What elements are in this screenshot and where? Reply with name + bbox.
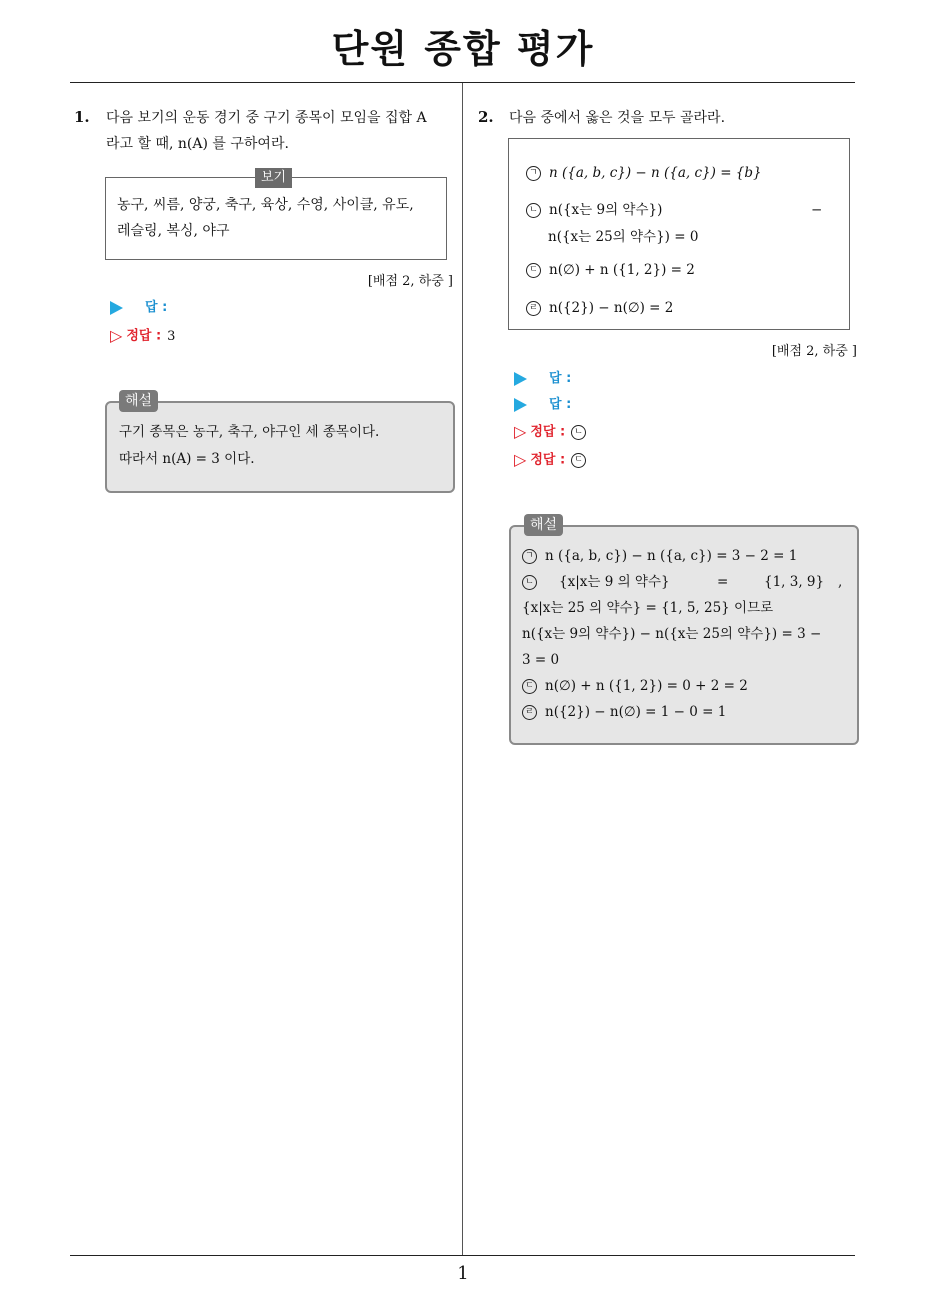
choice-1-mark: ㄱ — [526, 166, 541, 181]
solution-2-mark-6: ㄷ — [522, 679, 537, 694]
solution-2-line-5: 3 = 0 — [522, 652, 560, 668]
choice-1 — [526, 163, 762, 183]
correct-label: 정답 : — [530, 452, 566, 468]
choice-4-mark: ㄹ — [526, 301, 541, 316]
choice-2-text-b: n({x는 25의 약수}) = 0 — [548, 229, 699, 245]
solution-2-line-6 — [522, 673, 748, 699]
correct-value: 3 — [167, 328, 176, 344]
bogi-label: 보기 — [255, 168, 292, 188]
correct-label: 정답 : — [126, 328, 162, 344]
page-title: 단원 종합 평가 — [331, 27, 595, 71]
question-2-points: [배점 2, 하중 ] — [771, 344, 857, 359]
correct-value-2: ㄷ — [571, 453, 586, 468]
answer-arrow-icon — [514, 372, 527, 386]
solution-2-line-2a: {x|x는 9 의 약수} — [559, 574, 670, 590]
choice-3-mark: ㄷ — [526, 263, 541, 278]
correct-arrow-icon: ▷ — [514, 450, 527, 469]
solution-1-line-2: 따라서 n(A) = 3 이다. — [119, 451, 255, 467]
solution-2-line-1-text: n ({a, b, c}) − n ({a, c}) = 3 − 2 = 1 — [545, 548, 798, 564]
question-2-correct-row-1 — [514, 422, 594, 442]
solution-2-line-1 — [522, 543, 797, 569]
question-2-answer-row-1 — [514, 369, 571, 389]
bogi-line-1: 농구, 씨름, 양궁, 축구, 육상, 수영, 사이클, 유도, — [117, 197, 414, 213]
answer-arrow-icon — [514, 398, 527, 412]
question-1-number: 1. — [74, 108, 90, 126]
answer-arrow-icon — [110, 301, 123, 315]
question-2-text: 다음 중에서 옳은 것을 모두 골라라. — [509, 110, 726, 126]
question-1-answer-row — [110, 298, 167, 318]
solution-1-line-1: 구기 종목은 농구, 축구, 야구인 세 종목이다. — [119, 424, 380, 440]
solution-label-2: 해설 — [524, 514, 563, 536]
choice-3-text: n(∅) + n ({1, 2}) = 2 — [549, 262, 695, 278]
choice-2-text-a: n({x는 9의 약수}) — [549, 202, 663, 218]
solution-2-line-6-text: n(∅) + n ({1, 2}) = 0 + 2 = 2 — [545, 678, 748, 694]
question-1-text-line1: 다음 보기의 운동 경기 중 구기 종목이 모임을 집합 A — [106, 110, 427, 126]
answer-label: 답 : — [145, 300, 168, 315]
choice-1-text: n ({a, b, c}) − n ({a, c}) = {b} — [549, 165, 762, 181]
correct-value-1: ㄴ — [571, 425, 586, 440]
correct-label: 정답 : — [530, 424, 566, 440]
question-1-points: [배점 2, 하중 ] — [367, 274, 453, 289]
solution-2-line-2 — [522, 569, 670, 595]
footer-rule — [70, 1255, 855, 1256]
question-1-text-line2: 라고 할 때, n(A) 를 구하여라. — [106, 136, 289, 152]
question-2-answer-row-2 — [514, 395, 571, 415]
question-1-correct-row — [110, 326, 175, 346]
answer-label: 답 : — [549, 397, 572, 412]
choice-2-mark: ㄴ — [526, 203, 541, 218]
solution-2-line-3: {x|x는 25 의 약수} = {1, 5, 25} 이므로 — [522, 600, 774, 616]
solution-2-line-2-comma: , — [838, 574, 843, 590]
page-number: 1 — [457, 1263, 469, 1284]
choice-2 — [526, 200, 662, 220]
choice-4-text: n({2}) − n(∅) = 2 — [549, 300, 674, 316]
solution-label-1: 해설 — [119, 390, 158, 412]
solution-2-line-7 — [522, 699, 726, 725]
answer-label: 답 : — [549, 371, 572, 386]
question-2-number: 2. — [478, 108, 494, 126]
choice-4 — [526, 298, 673, 318]
solution-2-line-2-eq: = — [717, 574, 729, 590]
choice-2-minus: − — [811, 202, 823, 218]
choice-3 — [526, 260, 695, 280]
solution-2-line-4: n({x는 9의 약수}) − n({x는 25의 약수}) = 3 − — [522, 626, 822, 642]
question-2-correct-row-2 — [514, 450, 594, 470]
correct-arrow-icon: ▷ — [110, 326, 123, 345]
correct-arrow-icon: ▷ — [514, 422, 527, 441]
solution-2-line-2b: {1, 3, 9} — [764, 574, 825, 590]
solution-2-mark-1: ㄱ — [522, 549, 537, 564]
solution-2-line-7-text: n({2}) − n(∅) = 1 − 0 = 1 — [545, 704, 727, 720]
bogi-line-2: 레슬링, 복싱, 야구 — [117, 223, 230, 239]
solution-2-mark-7: ㄹ — [522, 705, 537, 720]
solution-2-mark-2: ㄴ — [522, 575, 537, 590]
column-divider — [462, 83, 463, 1255]
